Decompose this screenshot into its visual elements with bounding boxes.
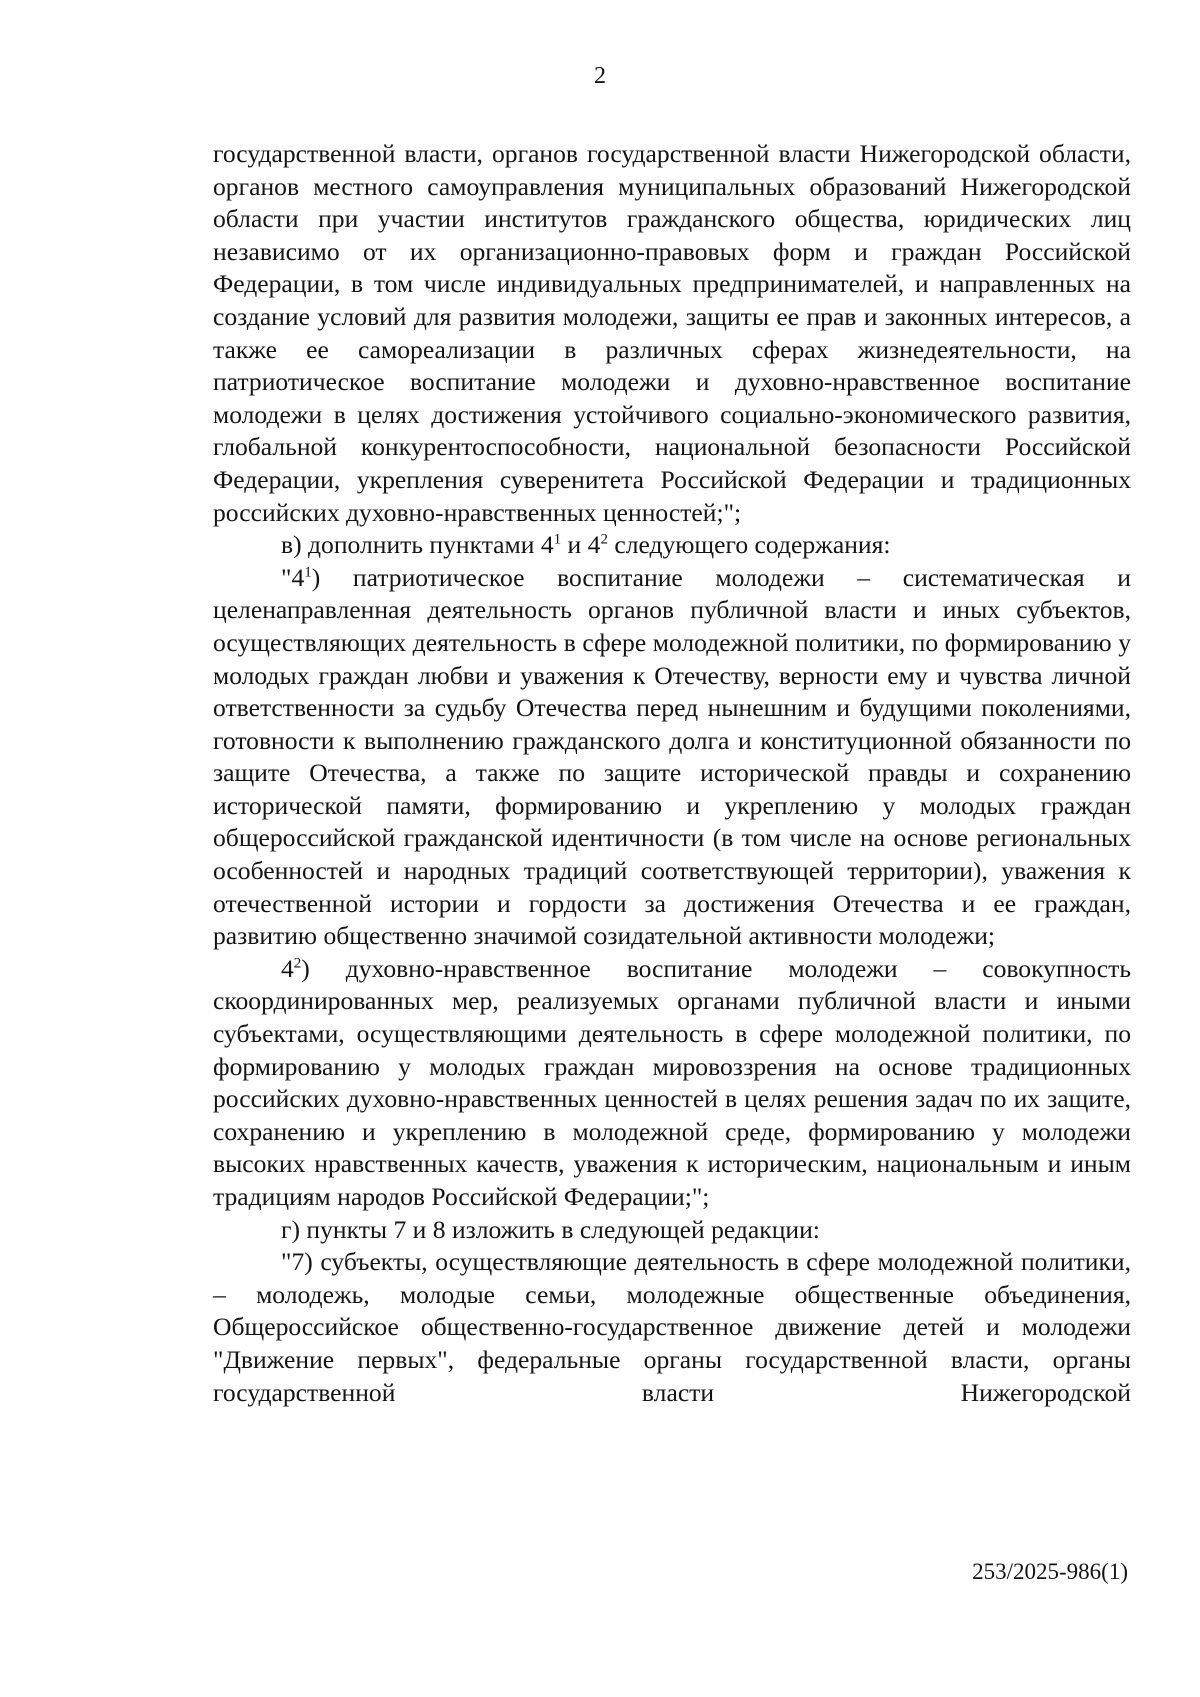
paragraph-item-7: "7) субъекты, осуществляющие деятельность в сфере молодежной политики, – молодежь, молодые семьи, молодежные общественные объединения, Общероссийское общественно-государственное движение детей и молодежи "Движение первых", федеральные органы государственной власти, органы государственной власти Нижегородской xyxy=(213,1247,1131,1407)
document-body xyxy=(213,138,1131,1409)
paragraph-item-g: г) пункты 7 и 8 изложить в следующей редакции: xyxy=(281,1214,820,1244)
paragraph-item-4-2: $4^2$) духовно-нравственное воспитание молодежи – совокупность скоординированных мер, реализуемых органами публичной власти и иными субъектами, осуществляющими деятельность в сфере молодежной политики, по формированию у молодых граждан мировоззрения на основе традиционных российских духовно-нравственных ценностей в целях решения задач по их защите, сохранению и укреплению в молодежной среде, формированию у молодежи высоких нравственных качеств, уважения к историческим, национальным и иным традициям народов Российской Федерации;"; xyxy=(213,953,1131,1211)
superscript-1: 1 xyxy=(304,564,312,581)
superscript-2: 2 xyxy=(600,531,608,548)
superscript-2: 2 xyxy=(293,955,302,972)
paragraph-continuation: государственной власти, органов государственной власти Нижегородской области, органов местного самоуправления муниципальных образований Нижегородской области при участии институтов гражданского общества, юридических лиц независимо от их организационно-правовых форм и граждан Российской Федерации, в том числе индивидуальных предпринимателей, и направленных на создание условий для развития молодежи, защиты ее прав и законных интересов, а также ее самореализации в различных сферах жизнедеятельности, на патриотическое воспитание молодежи и духовно-нравственное воспитание молодежи в целях достижения устойчивого социально-экономического развития, глобальной конкурентоспособности, национальной безопасности Российской Федерации, укрепления суверенитета Российской Федерации и традиционных российских духовно-нравственных ценностей;"; xyxy=(213,139,1131,527)
superscript-1: 1 xyxy=(553,531,562,548)
paragraph-item-v: в) дополнить пунктами $4^1$ и $4^2$ следующего содержания: xyxy=(281,530,891,560)
paragraph-item-4-1: "$4^1$) патриотическое воспитание молодежи – систематическая и целенаправленная деятельность органов публичной власти и иных субъектов, осуществляющих деятельность в сфере молодежной политики, по формированию у молодых граждан любви и уважения к Отечеству, верности ему и чувства личной ответственности за судьбу Отечества перед нынешним и будущими поколениями, готовности к выполнению гражданского долга и конституционной обязанности по защите Отечества, а также по защите исторической правды и сохранению исторической памяти, формированию и укреплению у молодых граждан общероссийской гражданской идентичности (в том числе на основе региональных особенностей и народных традиций соответствующей территории), уважения к отечественной истории и гордости за достижения Отечества и ее граждан, развитию общественно значимой созидательной активности молодежи; xyxy=(213,562,1131,951)
page-number: 2 xyxy=(594,63,606,89)
document-code: 253/2025-986(1) xyxy=(972,1559,1128,1584)
